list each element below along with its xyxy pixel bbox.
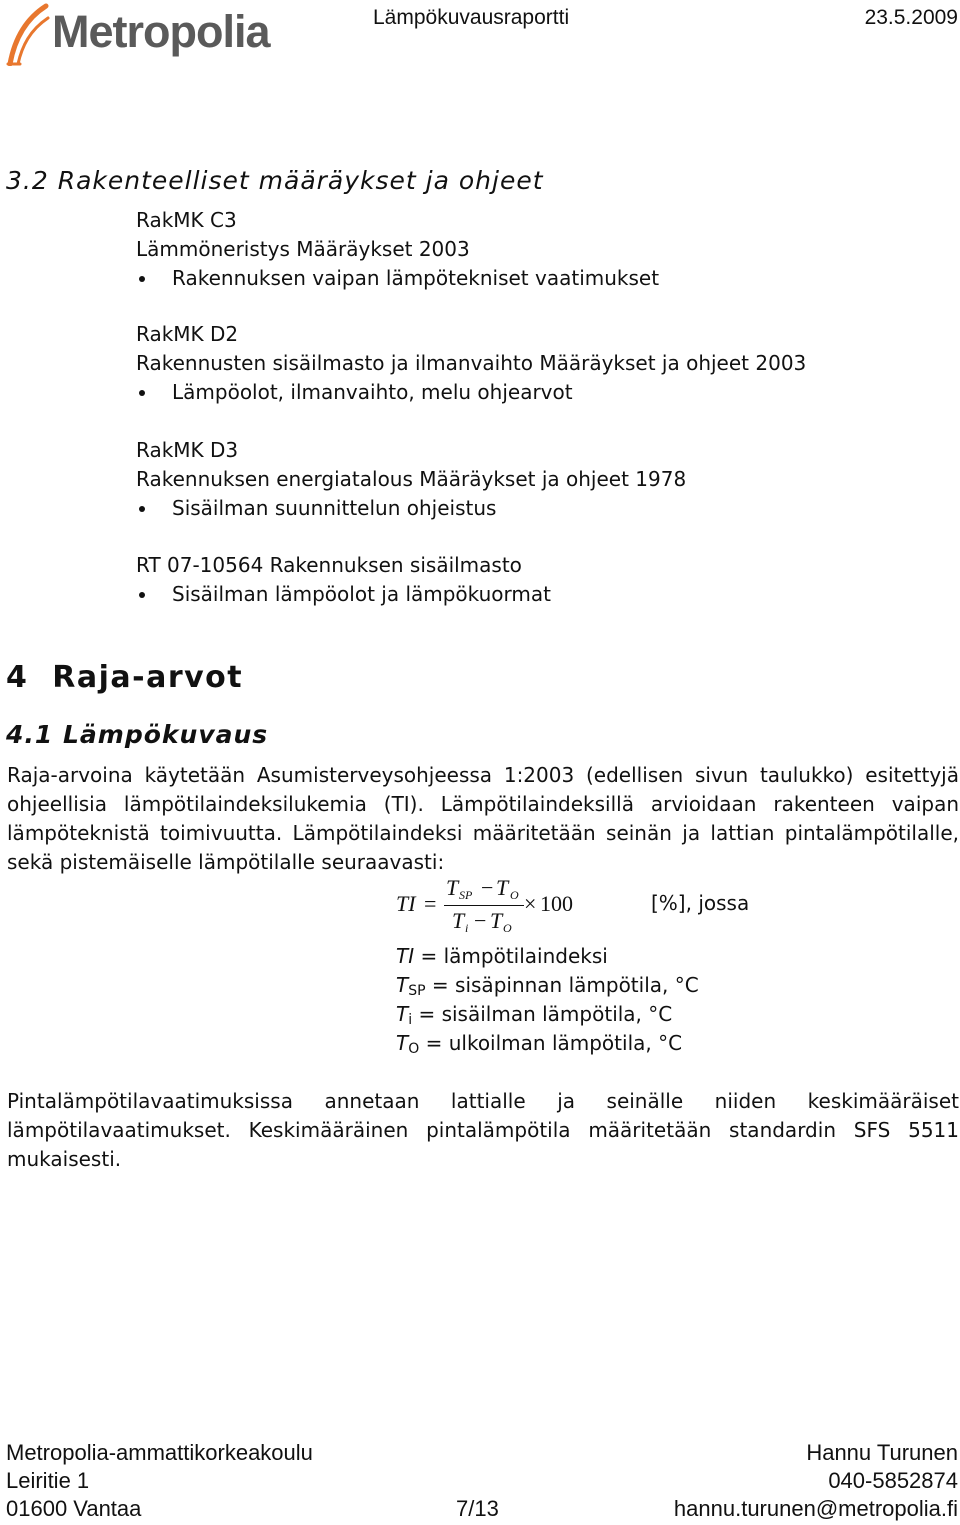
regulation-title: Rakennusten sisäilmasto ja ilmanvaihto Määräykset ja ohjeet 2003 [136, 351, 807, 375]
definition-text: = lämpötilaindeksi [414, 944, 608, 968]
logo-mark-icon [6, 2, 50, 66]
fraction-bar [444, 905, 524, 906]
definition-text: = sisäpinnan lämpötila, °C [425, 973, 699, 997]
report-date: 23.5.2009 [864, 6, 958, 29]
definition-text: = ulkoilman lämpötila, °C [419, 1031, 683, 1055]
regulation-code: RakMK C3 [136, 208, 237, 232]
denominator-minus: − [474, 908, 487, 933]
regulation-title: RT 07-10564 Rakennuksen sisäilmasto [136, 553, 522, 577]
regulation-bullet: Rakennuksen vaipan lämpötekniset vaatimukset [172, 266, 660, 290]
paragraph-line: ohjeellisia lämpötilaindeksilukemia (TI). Lämpötilaindeksillä arvioidaan rakenteen vaipan [7, 792, 959, 816]
definition-subscript: O [408, 1041, 420, 1057]
logo [6, 2, 296, 68]
paragraph-line: Raja-arvoina käytetään Asumisterveysohjeessa 1:2003 (edellisen sivun taulukko) esitettyjä [7, 763, 959, 787]
intro-paragraph [7, 761, 959, 877]
paragraph-line: mukaisesti. [7, 1147, 122, 1171]
numerator-sub-o: O [510, 888, 519, 902]
bullet-icon [139, 276, 145, 282]
footer-author: Hannu Turunen [806, 1440, 958, 1465]
formula-equals: = [424, 891, 437, 916]
definition-symbol: T [396, 973, 409, 997]
definition-symbol: TI [396, 944, 415, 968]
page-number: 7/13 [456, 1496, 499, 1521]
denominator-t-i: T [452, 908, 465, 933]
definition-symbol: T [396, 1002, 409, 1026]
regulation-title: Lämmöneristys Määräykset 2003 [136, 237, 470, 261]
surface-temperature-paragraph [7, 1087, 959, 1174]
paragraph-line: lämpöteknistä toimivuutta. Lämpötilaindeksi määritetään seinän ja lattian pintalämpötilalle, [7, 821, 959, 845]
formula-times: × [524, 891, 537, 916]
paragraph-line: sekä pistemäiselle lämpötilalle seuraavasti: [7, 850, 445, 874]
footer-phone: 040-5852874 [828, 1468, 958, 1493]
formula-lhs: TI [396, 891, 416, 916]
numerator-sub-sp: SP [459, 888, 473, 902]
section-heading-4-1: 4.1 Lämpökuvaus [6, 720, 269, 749]
numerator-t-o: T [496, 875, 509, 900]
regulation-bullet: Sisäilman suunnittelun ohjeistus [172, 496, 497, 520]
footer-email: hannu.turunen@metropolia.fi [673, 1496, 958, 1521]
regulation-code: RakMK D2 [136, 322, 239, 346]
formula-unit-note: [%], jossa [651, 891, 750, 915]
footer-city: 01600 Vantaa [6, 1496, 142, 1521]
bullet-icon [139, 506, 145, 512]
formula-factor: 100 [540, 891, 573, 916]
denominator-sub-o: O [503, 921, 512, 935]
logo-text: Metropolia [52, 6, 270, 57]
definition-subscript: SP [408, 983, 426, 999]
paragraph-line: lämpötilavaatimukset. Keskimääräinen pintalämpötila määritetään standardin SFS 5511 [7, 1118, 959, 1142]
numerator-t-sp: T [446, 875, 459, 900]
regulation-code: RakMK D3 [136, 438, 239, 462]
bullet-icon [139, 592, 145, 598]
numerator-minus: − [481, 875, 494, 900]
report-title: Lämpökuvausraportti [373, 6, 570, 29]
denominator-sub-i: i [465, 921, 469, 935]
paragraph-line: Pintalämpötilavaatimuksissa annetaan lattialle ja seinälle niiden keskimääräiset [7, 1089, 959, 1113]
section-heading-3-2: 3.2 Rakenteelliset määräykset ja ohjeet [6, 166, 544, 195]
bullet-icon [139, 390, 145, 396]
footer-street: Leiritie 1 [6, 1468, 90, 1493]
regulation-title: Rakennuksen energiatalous Määräykset ja ohjeet 1978 [136, 467, 687, 491]
definition-symbol: T [396, 1031, 409, 1055]
definition-subscript: i [408, 1012, 413, 1028]
denominator-t-o: T [490, 908, 503, 933]
definition-ti [396, 942, 608, 971]
definition-t-o [396, 1029, 682, 1064]
section-heading-4: 4 Raja-arvot [6, 660, 244, 695]
definition-text: = sisäilman lämpötila, °C [412, 1002, 673, 1026]
regulation-bullet: Sisäilman lämpöolot ja lämpökuormat [172, 582, 551, 606]
regulation-bullet: Lämpöolot, ilmanvaihto, melu ohjearvot [172, 380, 573, 404]
footer-org: Metropolia-ammattikorkeakoulu [6, 1440, 313, 1465]
